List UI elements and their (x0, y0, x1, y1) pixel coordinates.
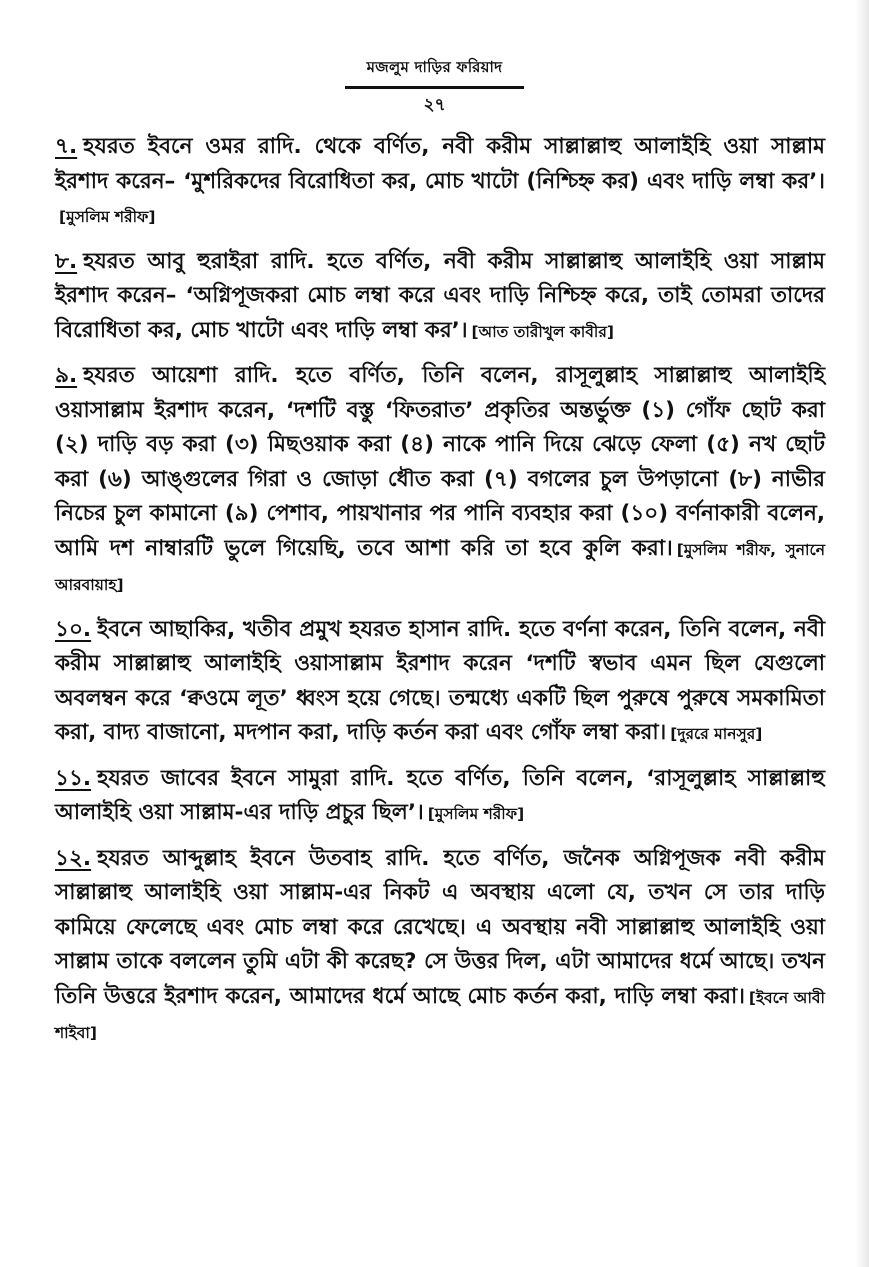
hadith-citation: [ইবনে আবী শাইবা] (55, 988, 825, 1042)
hadith-number: ৯. (55, 363, 78, 388)
page-edge-shadow (855, 0, 869, 1267)
hadith-item (55, 359, 825, 603)
hadith-text: ইবনে আছাকির, খতীব প্রমুখ হযরত হাসান রাদি. হতে বর্ণনা করেন, তিনি বলেন, নবী করীম সাল্লাল্লাহু আলাইহি ওয়াসাল্লাম ইরশাদ করেন ‘দশটি স্বভাব এমন ছিল যেগুলো অবলম্বন করে ‘ক্বওমে লূত’ ধ্বংস হয়ে গেছে। তন্মধ্যে একটি ছিল পুরুষে পুরুষে সমকামিতা করা, বাদ্য বাজানো, মদপান করা, দাড়ি কর্তন করা এবং গোঁফ লম্বা করা। (55, 616, 825, 745)
hadith-item (55, 762, 825, 832)
page-number: ২৭ (423, 95, 446, 115)
hadith-number: ১০. (55, 616, 92, 642)
hadith-list (55, 130, 825, 1061)
running-title: মজলুম দাড়ির ফরিয়াদ (345, 56, 525, 89)
hadith-text: হযরত আয়েশা রাদি. হতে বর্ণিত, তিনি বলেন, রাসূলুল্লাহ সাল্লাল্লাহু আলাইহি ওয়াসাল্লাম ইরশাদ করেন, ‘দশটি বস্তু ‘ফিতরাত’ প্রকৃতির অন্তর্ভুক্ত (১) গোঁফ ছোট করা (২) দাড়ি বড় করা (৩) মিছওয়াক করা (৪) নাকে পানি দিয়ে ঝেড়ে ফেলা (৫) নখ ছোট করা (৬) আঙ্গুলের গিরা ও জোড়া ধৌত করা (৭) বগলের চুল উপড়ানো (৮) নাভীর নিচের চুল কামানো (৯) পেশাব, পায়খানার পর পানি ব্যবহার করা (১০) বর্ণনাকারী বলেন, আমি দশ নাম্বারটি ভুলে গিয়েছি, তবে আশা করি তা হবে কুলি করা। (55, 363, 825, 561)
hadith-item (55, 130, 825, 235)
hadith-item (55, 842, 825, 1051)
hadith-citation: [আত তারীখুল কাবীর] (471, 322, 614, 341)
hadith-citation: [মুসলিম শরীফ] (427, 805, 525, 823)
hadith-citation: [মুসলিম শরীফ] (59, 208, 156, 226)
hadith-number: ৮. (55, 248, 78, 274)
hadith-number: ৭. (55, 134, 78, 159)
hadith-citation: [মুসলিম শরীফ, সুনানে আরবায়াহ] (55, 540, 825, 594)
page-header (0, 56, 869, 120)
hadith-text: হযরত ইবনে ওমর রাদি. থেকে বর্ণিত, নবী করীম সাল্লাল্লাহু আলাইহি ওয়া সাল্লাম ইরশাদ করেন– ‘মুশরিকদের বিরোধিতা কর, মোচ খাটো (নিশ্চিহ্ন কর) এবং দাড়ি লম্বা কর’। (55, 134, 825, 194)
hadith-text: হযরত জাবের ইবনে সামুরা রাদি. হতে বর্ণিত, তিনি বলেন, ‘রাসূলুল্লাহ সাল্লাল্লাহু আলাইহি ওয়া সাল্লাম-এর দাড়ি প্রচুর ছিল’। (55, 765, 825, 825)
hadith-text: হযরত আব্দুল্লাহ ইবনে উতবাহ রাদি. হতে বর্ণিত, জনৈক অগ্নিপূজক নবী করীম সাল্লাল্লাহু আলাইহি ওয়া সাল্লাম-এর নিকট এ অবস্থায় এলো যে, তখন সে তার দাড়ি কামিয়ে ফেলেছে এবং মোচ লম্বা করে রেখেছে। এ অবস্থায় নবী সাল্লাল্লাহু আলাইহি ওয়া সাল্লাম তাকে বললেন তুমি এটা কী করেছ? সে উত্তর দিল, এটা আমাদের ধর্মে আছে। তখন তিনি উত্তরে ইরশাদ করেন, আমাদের ধর্মে আছে মোচ কর্তন করা, দাড়ি লম্বা করা। (55, 845, 825, 1009)
hadith-text: হযরত আবু হুরাইরা রাদি. হতে বর্ণিত, নবী করীম সাল্লাল্লাহু আলাইহি ওয়া সাল্লাম ইরশাদ করেন– ‘অগ্নিপূজকরা মোচ লম্বা করে এবং দাড়ি নিশ্চিহ্ন করে, তাই তোমরা তাদের বিরোধিতা কর, মোচ খাটো এবং দাড়ি লম্বা কর’। (55, 248, 825, 343)
hadith-number: ১১. (55, 765, 92, 791)
hadith-item (55, 613, 825, 752)
hadith-citation: [দুররে মানসুর] (670, 725, 763, 743)
hadith-number: ১২. (55, 845, 92, 871)
hadith-item (55, 245, 825, 350)
